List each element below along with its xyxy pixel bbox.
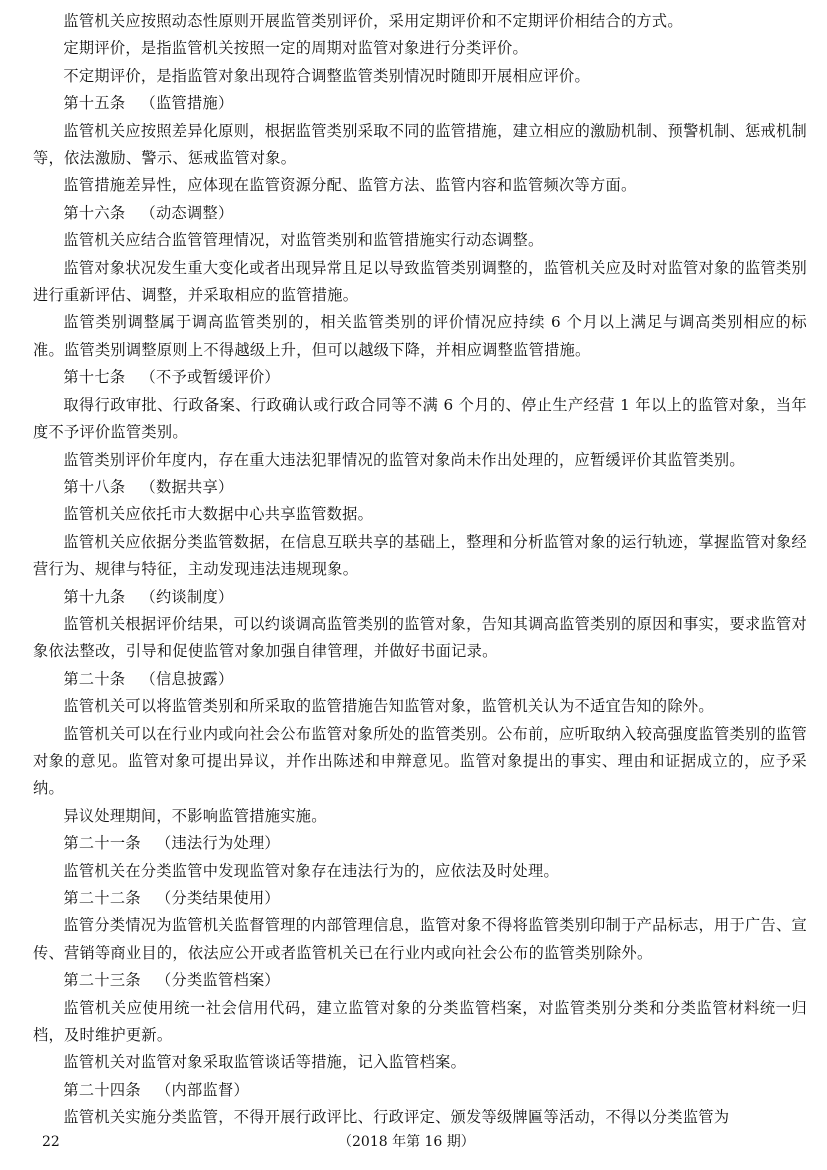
paragraph: 监管机关在分类监管中发现监管对象存在违法行为的，应依法及时处理。	[63, 861, 559, 880]
article-title: （约谈制度）	[140, 587, 234, 606]
article-title: （违法行为处理）	[156, 834, 280, 853]
article-title: （内部监督）	[156, 1080, 249, 1099]
article-heading-17	[33, 364, 807, 391]
article-number: 第十六条	[63, 203, 126, 222]
paragraph: 监管机关应结合监管管理情况，对监管类别和监管措施实行动态调整。	[63, 231, 544, 250]
page-footer	[0, 1130, 827, 1154]
article-heading-16	[33, 200, 807, 227]
paragraph: 监管措施差异性，应体现在监管资源分配、监管方法、监管内容和监管频次等方面。	[63, 176, 637, 195]
paragraph: 监管机关应按照动态性原则开展监管类别评价，采用定期评价和不定期评价相结合的方式。	[63, 12, 683, 30]
article-title: （信息披露）	[140, 669, 234, 688]
article-heading-20	[33, 666, 807, 693]
article-title: （不予或暂缓评价）	[140, 368, 280, 387]
article-heading-21	[33, 830, 807, 857]
article-heading-15	[33, 90, 807, 117]
article-number: 第十八条	[63, 477, 126, 496]
article-title: （动态调整）	[140, 203, 234, 222]
paragraph: 监管机关应依托市大数据中心共享监管数据。	[63, 505, 374, 524]
article-title: （分类结果使用）	[156, 889, 280, 907]
paragraph: 监管分类情况为监管机关监督管理的内部管理信息，监管对象不得将监管类别印制于产品标志，用于广告、宣传、营销等商业目的，依法应公开或者监管机关已在行业内或向社会公布的监管类别除外。	[33, 916, 807, 962]
article-number: 第二十三条	[63, 971, 141, 990]
article-heading-18	[33, 474, 807, 501]
paragraph: 监管机关应按照差异化原则，根据监管类别采取不同的监管措施，建立相应的激励机制、预警机制、惩戒机制等，依法激励、警示、惩戒监管对象。	[33, 121, 807, 168]
paragraph: 监管对象状况发生重大变化或者出现异常且足以导致监管类别调整的，监管机关应及时对监管对象的监管类别进行重新评估、调整，并采取相应的监管措施。	[33, 258, 807, 305]
article-number: 第十五条	[63, 94, 126, 113]
article-heading-24	[33, 1077, 807, 1104]
article-number: 第二十一条	[63, 834, 141, 853]
document-body	[33, 8, 807, 1132]
article-number: 第十九条	[63, 587, 126, 606]
article-number: 第二十条	[63, 669, 126, 688]
paragraph: 监管机关可以在行业内或向社会公布监管对象所处的监管类别。公布前，应听取纳入较高强度监管类别的监管对象的意见。监管对象可提出异议，并作出陈述和申辩意见。监管对象提出的事实、理由和证据成立的，应予采纳。	[33, 724, 807, 798]
paragraph: 异议处理期间，不影响监管措施实施。	[63, 806, 327, 825]
article-title: （分类监管档案）	[156, 971, 280, 990]
article-title: （数据共享）	[140, 477, 234, 496]
paragraph: 不定期评价，是指监管对象出现符合调整监管类别情况时随即开展相应评价。	[63, 66, 590, 85]
issue-label: （2018 年第 16 期）	[338, 1134, 475, 1150]
paragraph: 取得行政审批、行政备案、行政确认或行政合同等不满 6 个月的、停止生产经营 1 年以上的监管对象，当年度不予评价监管类别。	[33, 395, 807, 442]
article-heading-23	[33, 967, 807, 994]
article-number: 第二十二条	[63, 889, 141, 907]
page-number: 22	[42, 1134, 60, 1150]
paragraph: 监管机关根据评价结果，可以约谈调高监管类别的监管对象，告知其调高监管类别的原因和事实，要求监管对象依法整改，引导和促使监管对象加强自律管理，并做好书面记录。	[33, 614, 807, 661]
article-heading-22	[33, 885, 807, 912]
paragraph: 监管机关对监管对象采取监管谈话等措施，记入监管档案。	[63, 1053, 467, 1072]
article-heading-19	[33, 584, 807, 611]
paragraph: 监管机关应依据分类监管数据，在信息互联共享的基础上，整理和分析监管对象的运行轨迹，掌握监管对象经营行为、规律与特征，主动发现违法违规现象。	[33, 532, 807, 579]
article-number: 第十七条	[63, 368, 126, 387]
paragraph: 监管机关可以将监管类别和所采取的监管措施告知监管对象，监管机关认为不适宜告知的除外。	[63, 697, 714, 716]
article-number: 第二十四条	[63, 1080, 141, 1099]
article-title: （监管措施）	[140, 94, 234, 113]
paragraph: 定期评价，是指监管机关按照一定的周期对监管对象进行分类评价。	[63, 39, 529, 58]
paragraph: 监管类别调整属于调高监管类别的，相关监管类别的评价情况应持续 6 个月以上满足与调高类别相应的标准。监管类别调整原则上不得越级上升，但可以越级下降，并相应调整监管措施。	[33, 313, 807, 359]
paragraph: 监管机关实施分类监管，不得开展行政评比、行政评定、颁发等级牌匾等活动，不得以分类监管为	[63, 1108, 730, 1127]
paragraph: 监管类别评价年度内，存在重大违法犯罪情况的监管对象尚未作出处理的，应暂缓评价其监管类别。	[63, 450, 745, 469]
paragraph: 监管机关应使用统一社会信用代码，建立监管对象的分类监管档案，对监管类别分类和分类监管材料统一归档，及时维护更新。	[33, 998, 807, 1045]
